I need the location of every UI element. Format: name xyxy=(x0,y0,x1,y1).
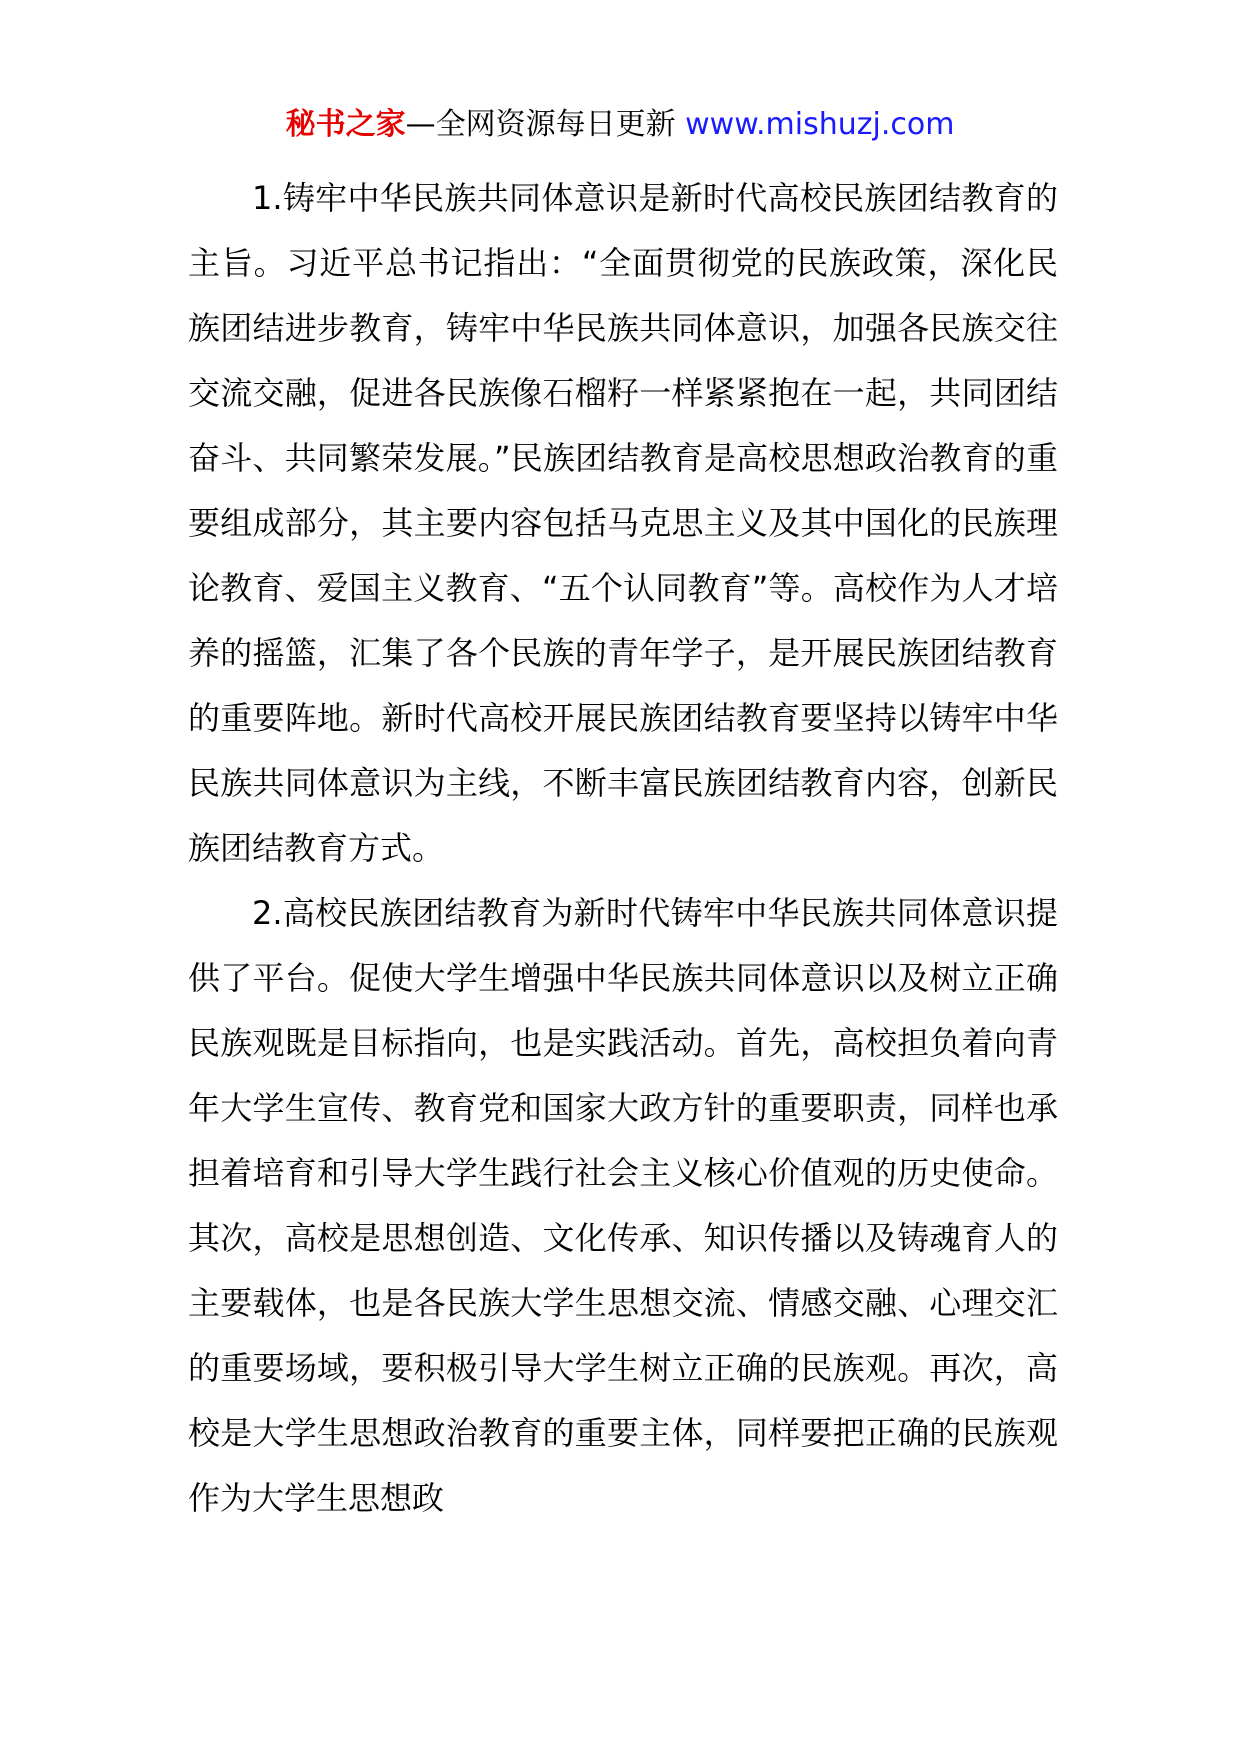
paragraph-1: 1.铸牢中华民族共同体意识是新时代高校民族团结教育的主旨。习近平总书记指出：“全面贯彻党的民族政策，深化民族团结进步教育，铸牢中华民族共同体意识，加强各民族交往交流交融，促进各民族像石榴籽一样紧紧抱在一起，共同团结奋斗、共同繁荣发展。”民族团结教育是高校思想政治教育的重要组成部分，其主要内容包括马克思主义及其中国化的民族理论教育、爱国主义教育、“五个认同教育”等。高校作为人才培养的摇篮，汇集了各个民族的青年学子，是开展民族团结教育的重要阵地。新时代高校开展民族团结教育要坚持以铸牢中华民族共同体意识为主线，不断丰富民族团结教育内容，创新民族团结教育方式。 xyxy=(188,179,1058,867)
paragraph-2: 2.高校民族团结教育为新时代铸牢中华民族共同体意识提供了平台。促使大学生增强中华民族共同体意识以及树立正确民族观既是目标指向，也是实践活动。首先，高校担负着向青年大学生宣传、教育党和国家大政方针的重要职责，同样也承担着培育和引导大学生践行社会主义核心价值观的历史使命。其次，高校是思想创造、文化传承、知识传播以及铸魂育人的主要载体，也是各民族大学生思想交流、情感交融、心理交汇的重要场域，要积极引导大学生树立正确的民族观。再次，高校是大学生思想政治教育的重要主体，同样要把正确的民族观作为大学生思想政 xyxy=(188,894,1058,1517)
site-tagline: —全网资源每日更新 xyxy=(405,107,686,142)
site-brand: 秘书之家 xyxy=(285,107,406,142)
site-header xyxy=(0,104,1240,146)
site-url[interactable]: www.mishuzj.com xyxy=(685,107,955,142)
document-body xyxy=(188,166,1058,1531)
